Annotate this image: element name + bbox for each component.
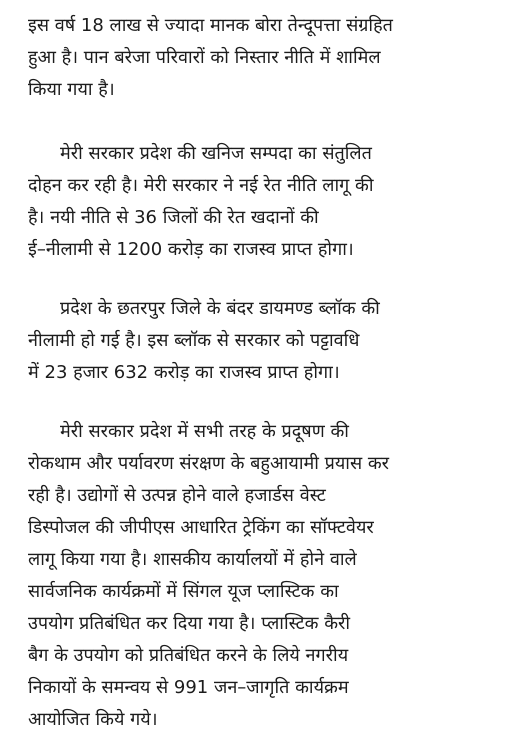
paragraph-mineral-wealth — [28, 138, 468, 266]
text-line: आयोजित किये गये। — [28, 709, 158, 730]
text-line: ई–नीलामी से 1200 करोड़ का राजस्व प्राप्त होगा। — [28, 239, 354, 260]
text-line: बैग के उपयोग को प्रतिबंधित करने के लिये नगरीय — [28, 645, 349, 666]
text-line: प्रदेश के छतरपुर जिले के बंदर डायमण्ड ब्लॉक की — [60, 298, 380, 319]
text-line: हुआ है। पान बरेजा परिवारों को निस्तार नीति में शामिल — [28, 47, 381, 68]
text-line: रोकथाम और पर्यावरण संरक्षण के बहुआयामी प्रयास कर — [28, 453, 390, 474]
text-line: उपयोग प्रतिबंधित कर दिया गया है। प्लास्टिक कैरी — [28, 613, 351, 634]
text-line: रही है। उद्योगों से उत्पन्न होने वाले हजार्डस वेस्ट — [28, 485, 326, 506]
text-line: मेरी सरकार प्रदेश में सभी तरह के प्रदूषण की — [60, 421, 349, 442]
text-line: निकायों के समन्वय से 991 जन–जागृति कार्यक्रम — [28, 677, 349, 698]
text-line: मेरी सरकार प्रदेश की खनिज सम्पदा का संतुलित — [60, 143, 372, 164]
text-line: लागू किया गया है। शासकीय कार्यालयों में होने वाले — [28, 549, 357, 570]
paragraph-pollution-control — [28, 416, 468, 736]
text-line: दोहन कर रही है। मेरी सरकार ने नई रेत नीति लागू की — [28, 175, 374, 196]
text-line: नीलामी हो गई है। इस ब्लॉक से सरकार को पट्टावधि — [28, 330, 360, 351]
text-line: डिस्पोजल की जीपीएस आधारित ट्रेकिंग का सॉफ्टवेयर — [28, 517, 374, 538]
text-line: है। नयी नीति से 36 जिलों की रेत खदानों की — [28, 207, 319, 228]
paragraph-diamond-block — [28, 293, 468, 389]
text-line: किया गया है। — [28, 79, 115, 100]
paragraph-tendu-leaves — [28, 10, 468, 106]
text-line: में 23 हजार 632 करोड़ का राजस्व प्राप्त होगा। — [28, 362, 340, 383]
text-line: इस वर्ष 18 लाख से ज्यादा मानक बोरा तेन्दूपत्ता संग्रहित — [28, 15, 393, 36]
text-line: सार्वजनिक कार्यक्रमों में सिंगल यूज प्लास्टिक का — [28, 581, 339, 602]
